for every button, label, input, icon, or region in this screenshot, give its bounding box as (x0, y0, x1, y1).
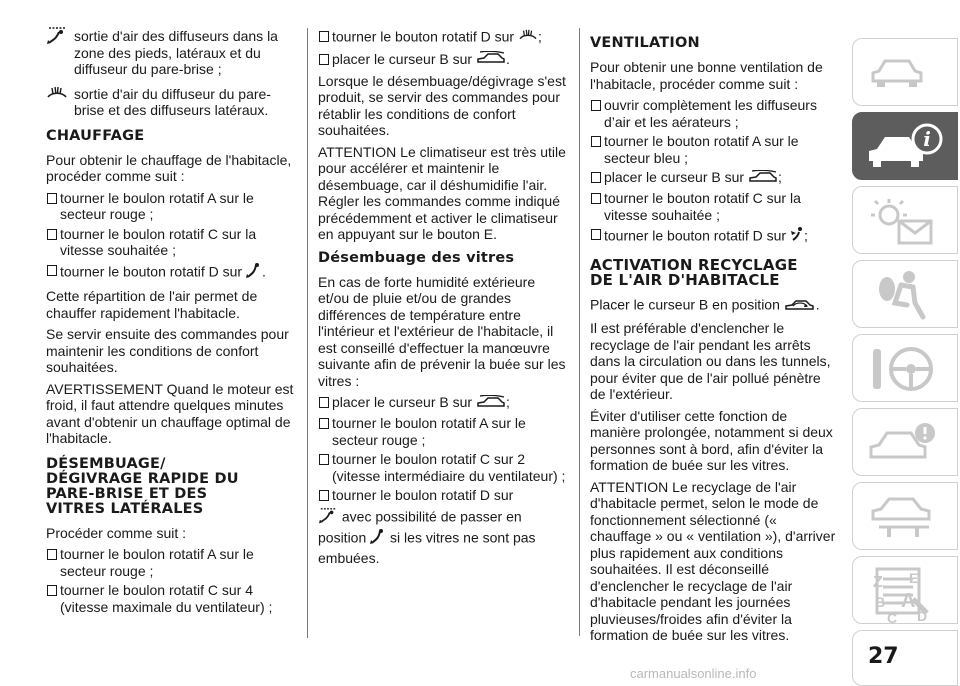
paragraph-preferable: Il est préférable d'enclencher le recyclage de l'air pendant les arrêts dans la circulation ou dans les tunnels, pour éviter que de l'air pollué pénètre de l'extérieur. (590, 320, 831, 403)
step-chauffage-3 (46, 262, 298, 284)
steering-wheel-wrench-icon (869, 343, 939, 400)
step-desembuage-1: tourner le boulon rotatif A sur le secteur rouge ; (46, 546, 298, 579)
svg-text:A: A (901, 590, 916, 612)
svg-text:E: E (909, 570, 919, 586)
tab-warning-lights[interactable] (852, 186, 958, 254)
step-vitres-4-cont2: si les vitres ne sont pas embuées. (318, 529, 536, 566)
windscreen-defrost-icon (518, 28, 538, 48)
step-vitres-2: tourner le boulon rotatif A sur le secteur rouge ; (318, 415, 568, 448)
windscreen-defrost-icon (46, 84, 68, 108)
placer-end: . (815, 296, 820, 312)
paragraph-chauffage-intro: Pour obtenir le chauffage de l'habitacle, procéder comme suit : (46, 151, 292, 184)
paragraph-placer-curseur (590, 296, 838, 316)
tab-safety[interactable] (852, 260, 958, 328)
car-service-icon (867, 419, 939, 472)
column-2 (318, 28, 568, 566)
paragraph-proceder: Procéder comme suit : (46, 524, 187, 541)
heading-recyclage-line-2: DE L'AIR D'HABITACLE (590, 270, 780, 289)
placer-text: Placer le curseur B en position (590, 296, 780, 312)
diffuser-text-2: sortie d'air du diffuseur du pare-brise et des diffuseurs latéraux. (74, 85, 271, 118)
svg-text:C: C (887, 610, 898, 625)
paragraph-ventilation-intro: Pour obtenir une bonne ventilation de l'habitacle, procéder comme suit : (590, 59, 823, 92)
step-vitres-1-text: placer le curseur B sur (332, 394, 473, 411)
step-ventilation-5 (590, 226, 838, 248)
step-vitres-3: tourner le boulon rotatif C sur 2 (vitesse intermédiaire du ventilateur) ; (318, 451, 568, 484)
step-desembuage-4 (318, 51, 568, 69)
heading-desembuage-line-4: VITRES LATÉRALES (46, 500, 204, 517)
feet-air-icon (370, 528, 386, 550)
tab-car-info[interactable] (852, 112, 958, 180)
tab-starting-driving[interactable] (852, 334, 958, 402)
step-ventilation-1: ouvrir complètement les diffuseurs d’air et les aérateurs ; (590, 97, 838, 130)
feet-air-icon (246, 262, 262, 284)
step-ventilation-5-end: ; (804, 227, 808, 244)
tab-maintenance[interactable] (852, 482, 958, 550)
column-divider-2 (579, 28, 580, 636)
outside-air-car-icon (476, 395, 506, 413)
windscreen-mode-line (46, 86, 298, 119)
heading-recyclage-line-1: ACTIVATION RECYCLAGE (590, 255, 798, 274)
alphabet-index-icon (869, 569, 939, 630)
step-desembuage-4-text: placer le curseur B sur (332, 50, 473, 67)
step-vitres-4-cont1: avec possibilité de passer en position (318, 508, 522, 546)
heading-desembuage-rapide (46, 457, 298, 517)
paragraph-eviter: Éviter d'utiliser cette fonction de manière prolongée, notamment si deux personnes sont à bord, afin d'éviter la formation de buée sur les vitres. (590, 407, 833, 474)
paragraph-repartition: Cette répartition de l'air permet de chauffer rapidement l'habitacle. (46, 288, 258, 321)
step-vitres-4: tourner le boulon rotatif D sur (318, 487, 568, 504)
step-desembuage-2: tourner le boulon rotatif C sur 4 (vitesse maximale du ventilateur) ; (46, 582, 298, 615)
step-vitres-1 (318, 394, 568, 412)
airbag-person-icon (871, 269, 931, 326)
heading-desembuage-vitres: Désembuage des vitres (318, 249, 515, 266)
heading-desembuage-line-1: DÉSEMBUAGE/ (46, 455, 166, 472)
svg-text:i: i (923, 127, 931, 151)
step-chauffage-2: tourner le boulon rotatif C sur la vitesse souhaitée ; (46, 226, 298, 259)
warning-light-envelope-icon (869, 197, 939, 250)
car-front-icon (867, 53, 927, 98)
heading-ventilation: VENTILATION (590, 35, 700, 51)
tab-emergency[interactable] (852, 408, 958, 476)
paragraph-servir: Se servir ensuite des commandes pour maintenir les conditions de confort souhaitées. (46, 326, 289, 375)
column-3 (590, 28, 838, 649)
step-vitres-1-end: ; (505, 394, 510, 411)
step-desembuage-3-end: ; (538, 28, 542, 45)
step-chauffage-3-text: tourner le bouton rotatif D sur (60, 262, 243, 279)
page-number: 27 (868, 644, 899, 669)
step-chauffage-1: tourner le boulon rotatif A sur le secteur rouge ; (46, 190, 298, 223)
step-ventilation-2: tourner le bouton rotatif A sur le secteur bleu ; (590, 133, 838, 166)
car-lift-icon (867, 493, 939, 546)
paragraph-attention-recyclage: ATTENTION Le recyclage de l'air d'habitacle permet, selon le mode de fonctionnement sélectionné (« chauffage » ou « ventilation »), d'arriver plus rapidement aux conditions souhaitées. Il est déconseillé d'enclencher le recyclage de l'air d'habitacle pendant les journées pluvieuses/froides afin d'éviter la formation de buée sur les vitres. (590, 478, 836, 644)
svg-text:Z: Z (873, 574, 883, 591)
paragraph-lorsque: Lorsque le désembuage/dégivrage s'est produit, se servir des commandes pour rétablir les conditions de confort souhaitées. (318, 72, 566, 139)
column-1 (46, 28, 298, 618)
step-ventilation-3-text: placer le curseur B sur (604, 169, 745, 185)
car-info-icon (865, 123, 945, 176)
step-ventilation-5-text: tourner le bouton rotatif D sur (604, 227, 787, 244)
step-desembuage-3-text: tourner le bouton rotatif D sur (332, 28, 515, 45)
outside-air-car-icon (748, 170, 778, 188)
paragraph-avertissement: AVERTISSEMENT Quand le moteur est froid, il faut attendre quelques minutes avant d'obtenir un chauffage optimal de l'habitacle. (46, 380, 294, 446)
outside-air-car-icon (476, 51, 506, 69)
feet-windscreen-air-icon (46, 26, 68, 50)
heading-desembuage-line-3: PARE-BRISE ET DES (46, 485, 208, 502)
heading-desembuage-line-2: DÉGIVRAGE RAPIDE DU (46, 470, 239, 487)
column-divider-1 (307, 28, 308, 638)
svg-text:D: D (917, 608, 928, 624)
step-ventilation-3-end: ; (777, 169, 782, 185)
feet-windscreen-air-icon (318, 507, 338, 529)
feet-windscreen-mode-line (46, 28, 298, 78)
watermark: carmanualsonline.info (630, 666, 757, 681)
paragraph-cas-humidite: En cas de forte humidité extérieure et/ou de pluie et/ou de grandes différences de température entre l'intérieur et l'extérieur de l'habitacle, il est conseillé d'effectuer la manœuvre suivante afin de prévenir la buée sur les vitres : (318, 273, 566, 389)
step-ventilation-3 (590, 169, 838, 187)
recirculation-car-icon (784, 296, 816, 316)
step-chauffage-3-end: . (262, 262, 266, 279)
paragraph-attention-climatiseur: ATTENTION Le climatiseur est très utile pour accélérer et maintenir le désembuage, car il déshumidifie l'air. Régler les commandes comme indiqué précédemment et activer le climatiseur en appuyant sur le bouton E. (318, 143, 566, 243)
diffuser-text-1: sortie d'air des diffuseurs dans la zone des pieds, latéraux et du diffuseur du pare-brise ; (74, 28, 278, 77)
svg-text:B: B (875, 594, 886, 610)
tab-car-front[interactable] (852, 38, 958, 106)
step-desembuage-3 (318, 28, 568, 48)
step-vitres-4-continuation (318, 507, 568, 567)
step-ventilation-4: tourner le bouton rotatif C sur la vitesse souhaitée ; (590, 190, 838, 223)
heading-chauffage: CHAUFFAGE (46, 127, 145, 144)
heading-recyclage (590, 255, 838, 289)
face-air-icon (790, 226, 804, 248)
step-desembuage-4-end: . (505, 50, 510, 67)
